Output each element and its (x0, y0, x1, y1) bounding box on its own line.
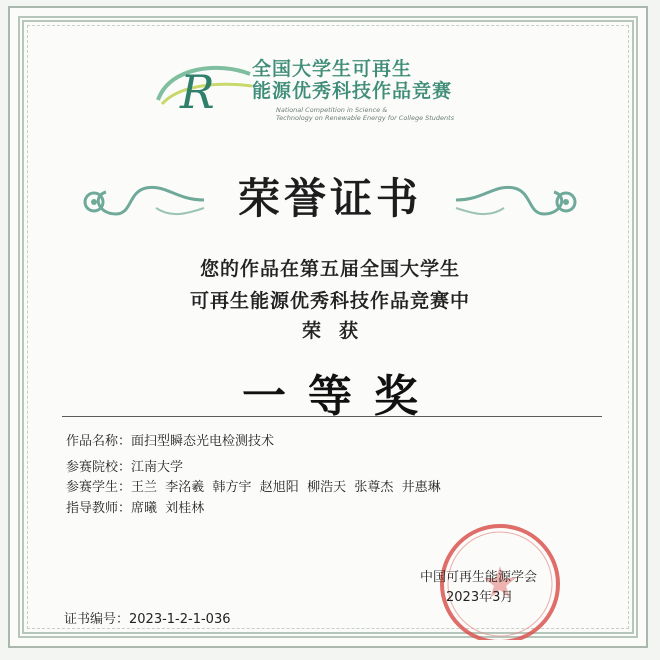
competition-english-line1: National Competition in Science & (276, 106, 388, 114)
certificate-title: 荣誉证书 (237, 174, 422, 223)
students-value: 王兰 李洺羲 韩方宇 赵旭阳 柳浩天 张尊杰 井惠琳 (131, 480, 441, 495)
school-label: 参赛院校： (66, 460, 132, 475)
certificate-number-value: 2023-1-2-1-036 (129, 612, 231, 627)
competition-name-line2: 能源优秀科技作品竞赛 (252, 80, 453, 102)
certificate-text-line3: 荣获 (301, 320, 376, 342)
students-label: 参赛学生： (66, 480, 132, 495)
competition-logo-icon (150, 56, 260, 118)
certificate-number-label: 证书编号： (64, 612, 130, 627)
work-name-label: 作品名称： (66, 434, 132, 449)
competition-name (252, 58, 512, 102)
issuer-name: 中国可再生能源学会 (420, 570, 538, 585)
competition-english-line2: Technology on Renewable Energy for College Students (276, 114, 455, 122)
work-name-row (66, 430, 274, 449)
teachers-row (66, 497, 204, 516)
school-value: 江南大学 (131, 460, 184, 475)
certificate-number-row (64, 608, 231, 627)
award-level: 一等奖 (242, 371, 440, 422)
competition-name-line1: 全国大学生可再生 (252, 58, 413, 80)
certificate-text-line1: 您的作品在第五届全国大学生 (199, 258, 460, 280)
teachers-value: 席曦 刘桂林 (131, 501, 205, 516)
work-name-value: 面扫型瞬态光电检测技术 (131, 434, 275, 449)
teachers-label: 指导教师： (66, 501, 132, 516)
school-row (66, 456, 183, 475)
students-row (66, 476, 441, 495)
divider-line (62, 416, 602, 417)
certificate-text-line2: 可再生能源优秀科技作品竞赛中 (189, 290, 470, 312)
competition-english-name (276, 106, 526, 122)
logo-letter: R (180, 65, 215, 118)
issue-date: 2023年3月 (446, 590, 514, 605)
